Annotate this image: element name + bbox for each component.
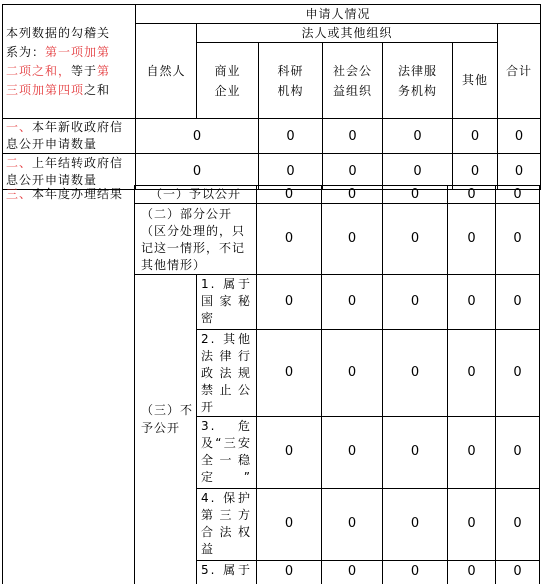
- header-research-line1: 科研: [277, 63, 304, 78]
- open-value-1: 0: [322, 185, 383, 204]
- reason1-value-3: 0: [448, 275, 496, 330]
- row2-num: 二、: [6, 155, 33, 170]
- note-cell: [3, 5, 136, 119]
- reason1-value-2: 0: [383, 275, 448, 330]
- note-line-2-black: 系为：: [6, 44, 46, 59]
- open-value-3: 0: [448, 185, 496, 204]
- row1-text: 本年新收政府信息公开申请数量: [6, 120, 124, 151]
- open-value-2: 0: [383, 185, 448, 204]
- reason4-value-0: 0: [257, 489, 322, 561]
- reason4-value-3: 0: [448, 489, 496, 561]
- reason1-value-0: 0: [257, 275, 322, 330]
- header-research-institution: [259, 43, 323, 119]
- row1-social: 0: [383, 119, 453, 154]
- results-section: [2, 185, 540, 584]
- reason4-value-2: 0: [383, 489, 448, 561]
- row1-legal: 0: [453, 119, 498, 154]
- reason3-value-3: 0: [448, 417, 496, 489]
- note-line-2-red: 第一项加第: [45, 44, 111, 59]
- row2-research: 0: [323, 154, 383, 190]
- reason5-value-2: 0: [383, 561, 448, 584]
- note-line-1: 本列数据的勾稽关: [6, 25, 111, 40]
- reason2-value-0: 0: [257, 330, 322, 417]
- reason2-label: 2. 其他法律行政法规禁止公开: [197, 330, 257, 417]
- reason3-value-0: 0: [257, 417, 322, 489]
- note-line-3-red2: 第: [97, 63, 111, 78]
- row1-num: 一、: [6, 120, 33, 134]
- header-legal-line1: 法律服: [397, 63, 437, 78]
- open-value-4: 0: [496, 185, 540, 204]
- gov-info-disclosure-table: [2, 4, 541, 190]
- partial-value-3: 0: [448, 204, 496, 275]
- reason2-value-2: 0: [383, 330, 448, 417]
- row2-natural-person: 0: [136, 154, 259, 190]
- header-total: 合计: [498, 24, 541, 119]
- header-legal-service-org: [383, 43, 453, 119]
- reason1-label: 1. 属于国家秘密: [197, 275, 257, 330]
- reason3-label: 3. 危及“三安全一稳定”: [197, 417, 257, 489]
- reason2-value-1: 0: [322, 330, 383, 417]
- header-other: 其他: [453, 43, 498, 119]
- header-social-line2: 益组织: [332, 83, 372, 98]
- reason1-value-4: 0: [496, 275, 540, 330]
- row-results-label: [2, 185, 135, 584]
- row2-legal: 0: [453, 154, 498, 190]
- reason4-value-4: 0: [496, 489, 540, 561]
- row-new-applications-label: [3, 119, 136, 154]
- header-natural-person: 自然人: [136, 24, 197, 119]
- reason5-value-0: 0: [257, 561, 322, 584]
- reason3-value-4: 0: [496, 417, 540, 489]
- partial-value-0: 0: [257, 204, 322, 275]
- row1-commercial: 0: [259, 119, 323, 154]
- reason5-value-4: 0: [496, 561, 540, 584]
- partial-value-4: 0: [496, 204, 540, 275]
- header-applicant-status: 申请人情况: [136, 5, 541, 24]
- header-legal-line2: 务机构: [397, 83, 437, 98]
- reason5-label: 5. 属于: [197, 561, 257, 584]
- note-line-4-black: 之和: [84, 82, 111, 97]
- reason3-value-1: 0: [322, 417, 383, 489]
- reason4-value-1: 0: [322, 489, 383, 561]
- reason3-value-2: 0: [383, 417, 448, 489]
- reason2-value-3: 0: [448, 330, 496, 417]
- row2-text: 上年结转政府信息公开申请数量: [6, 155, 124, 187]
- reason5-value-3: 0: [448, 561, 496, 584]
- header-social-welfare-org: [323, 43, 383, 119]
- not-open-label: [135, 275, 197, 584]
- partial-value-2: 0: [383, 204, 448, 275]
- row2-social: 0: [383, 154, 453, 190]
- open-value-0: 0: [257, 185, 322, 204]
- reason2-value-4: 0: [496, 330, 540, 417]
- note-line-3-black: 等于: [71, 63, 98, 78]
- partial-label: （二）部分公开（区分处理的，只记这一情形，不记其他情形）: [135, 204, 257, 275]
- row2-other: 0: [498, 154, 541, 190]
- note-line-4-red: 三项加第四项: [6, 82, 85, 97]
- row2-commercial: 0: [259, 154, 323, 190]
- open-label: （一）予以公开: [135, 185, 257, 204]
- header-research-line2: 机构: [277, 83, 304, 98]
- header-commercial-line1: 商业: [214, 63, 241, 78]
- header-commercial-enterprise: [197, 43, 259, 119]
- partial-value-1: 0: [322, 204, 383, 275]
- row3-text: 本年度办理结果: [32, 187, 124, 201]
- note-line-3-red: 二项之和，: [6, 63, 72, 78]
- header-social-line1: 社会公: [332, 63, 372, 78]
- reason4-label: 4. 保护第三方合法权益: [197, 489, 257, 561]
- header-legal-entities: 法人或其他组织: [197, 24, 498, 43]
- row1-other: 0: [498, 119, 541, 154]
- reason1-value-1: 0: [322, 275, 383, 330]
- reason5-value-1: 0: [322, 561, 383, 584]
- header-commercial-line2: 企业: [214, 83, 241, 98]
- row1-research: 0: [323, 119, 383, 154]
- not-open-text: （三）不予公开: [141, 403, 194, 435]
- row1-natural-person: 0: [136, 119, 259, 154]
- row3-num: 三、: [6, 187, 33, 201]
